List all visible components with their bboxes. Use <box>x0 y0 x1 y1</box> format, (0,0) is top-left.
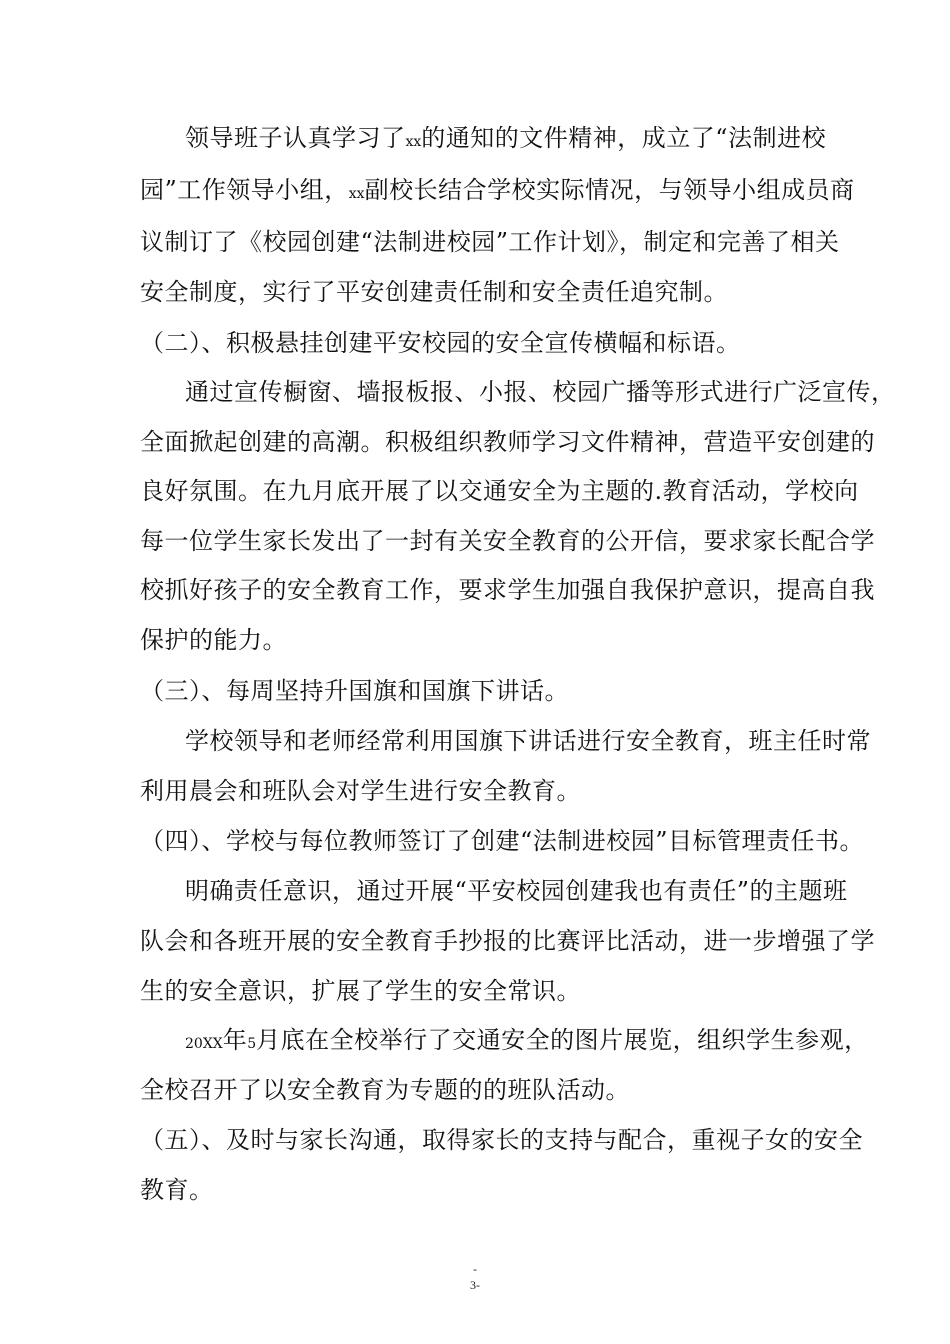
section-heading-4: （四）、学校与每位教师签订了创建“法制进校园”目标管理责任书。 <box>140 827 865 855</box>
section-heading-5-line-2: 教育。 <box>140 1176 214 1204</box>
month-number: 5 <box>247 1036 257 1052</box>
text-run: 年 <box>222 1026 248 1054</box>
text-run: 的通知的文件精神，成立了“法制进校 <box>421 124 827 152</box>
paragraph-1-line-4: 安全制度，实行了平安创建责任制和安全责任追究制。 <box>140 278 728 306</box>
paragraph-3-line-1: 学校领导和老师经常利用国旗下讲话进行安全教育，班主任时常 <box>185 727 871 755</box>
text-run: 副校长结合学校实际情况，与领导小组成员商 <box>364 176 855 204</box>
placeholder-xx: xx <box>405 134 422 150</box>
year-text: 20XX <box>185 1036 223 1052</box>
paragraph-4-line-1: 明确责任意识，通过开展“平安校园创建我也有责任”的主题班 <box>185 877 848 905</box>
paragraph-4-line-2: 队会和各班开展的安全教育手抄报的比赛评比活动，进一步增强了学 <box>140 927 875 955</box>
text-run: 园”工作领导小组， <box>140 176 349 204</box>
paragraph-1-line-2 <box>140 175 855 209</box>
paragraph-2-line-6: 保护的能力。 <box>140 626 287 654</box>
paragraph-1-line-1 <box>185 123 826 157</box>
section-heading-2: （二）、积极悬挂创建平安校园的安全宣传横幅和标语。 <box>140 329 741 357</box>
paragraph-1-line-3: 议制订了《校园创建“法制进校园”工作计划》，制定和完善了相关 <box>140 228 840 256</box>
section-heading-5-line-1: （五）、及时与家长沟通，取得家长的支持与配合，重视子女的安全 <box>140 1126 863 1154</box>
paragraph-3-line-2: 利用晨会和班队会对学生进行安全教育。 <box>140 777 581 805</box>
paragraph-5-line-2: 全校召开了以安全教育为专题的的班队活动。 <box>140 1076 630 1104</box>
page-number: 3- <box>470 1278 480 1292</box>
paragraph-2-line-1: 通过宣传橱窗、墙报板报、小报、校园广播等形式进行广泛宣传， <box>185 378 896 406</box>
footer-dash: - <box>473 1262 477 1276</box>
placeholder-xx: xx <box>348 186 365 202</box>
paragraph-2-line-3: 良好氛围。在九月底开展了以交通安全为主题的.教育活动，学校向 <box>140 477 859 505</box>
text-run: 月底在全校举行了交通安全的图片展览，组织学生参观， <box>256 1026 869 1054</box>
paragraph-2-line-5: 校抓好孩子的安全教育工作，要求学生加强自我保护意识，提高自我 <box>140 576 875 604</box>
paragraph-5-line-1 <box>185 1025 869 1059</box>
section-heading-3: （三）、每周坚持升国旗和国旗下讲话。 <box>140 677 569 705</box>
paragraph-2-line-4: 每一位学生家长发出了一封有关安全教育的公开信，要求家长配合学 <box>140 527 875 555</box>
paragraph-4-line-3: 生的安全意识，扩展了学生的安全常识。 <box>140 977 581 1005</box>
paragraph-2-line-2: 全面掀起创建的高潮。积极组织教师学习文件精神，营造平安创建的 <box>140 428 875 456</box>
text-run: 领导班子认真学习了 <box>185 124 406 152</box>
